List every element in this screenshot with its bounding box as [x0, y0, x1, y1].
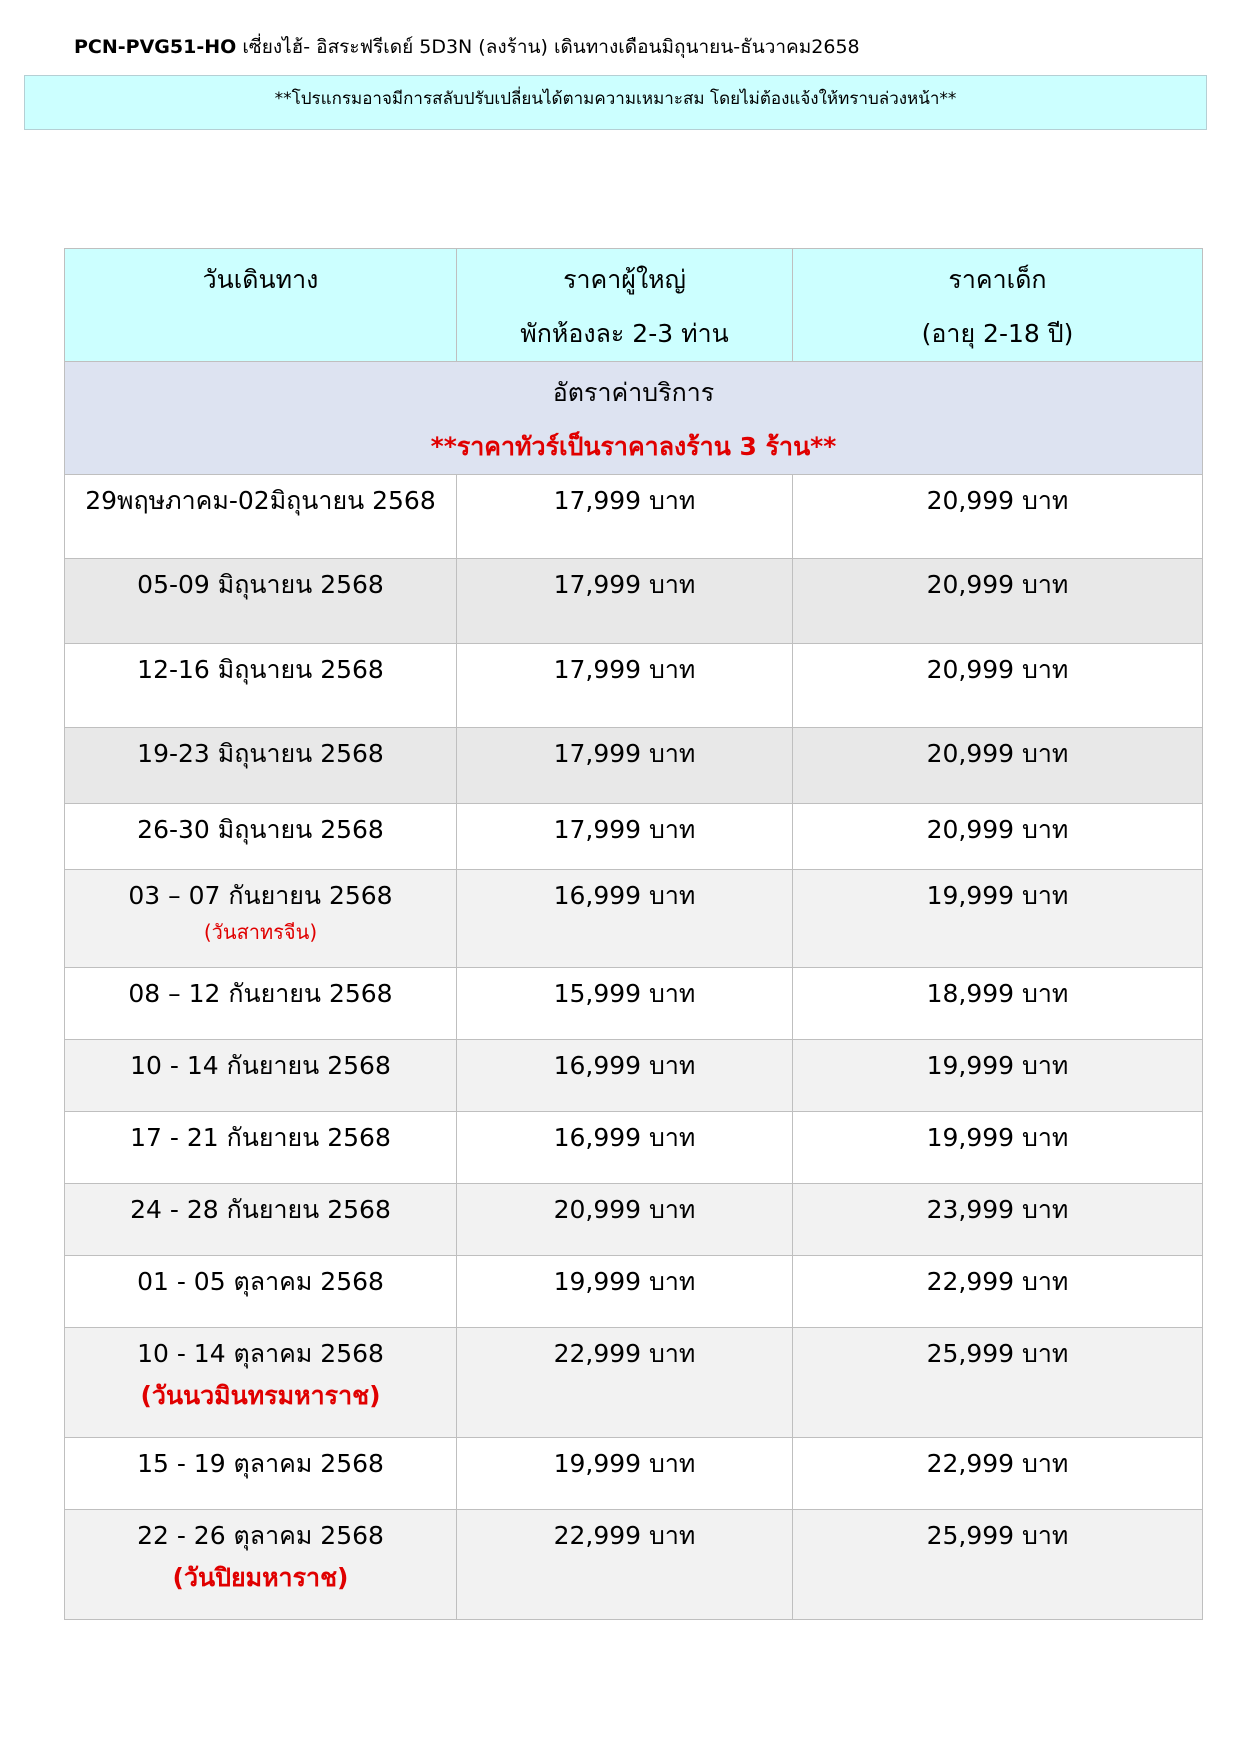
- table-row: [65, 804, 1203, 870]
- row-child-price-cell: [793, 1184, 1203, 1256]
- table-row: [65, 1256, 1203, 1328]
- row-date: 15 - 19 ตุลาคม 2568: [137, 1449, 384, 1478]
- row-adult-price: 16,999 บาท: [553, 1051, 696, 1080]
- row-child-price-cell: [793, 870, 1203, 968]
- row-child-price-cell: [793, 804, 1203, 870]
- row-adult-price: 19,999 บาท: [553, 1449, 696, 1478]
- row-date-cell: [65, 475, 457, 559]
- table-row: [65, 968, 1203, 1040]
- table-row: [65, 559, 1203, 644]
- table-row: [65, 1438, 1203, 1510]
- table-row: [65, 870, 1203, 968]
- row-date-cell: [65, 559, 457, 644]
- row-adult-price-cell: [457, 728, 793, 804]
- row-child-price: 22,999 บาท: [926, 1449, 1069, 1478]
- row-adult-price-cell: [457, 968, 793, 1040]
- row-adult-price-cell: [457, 644, 793, 728]
- row-child-price-cell: [793, 1112, 1203, 1184]
- row-child-price: 20,999 บาท: [926, 815, 1069, 844]
- header-date-label: วันเดินทาง: [202, 265, 319, 294]
- row-adult-price: 16,999 บาท: [553, 881, 696, 910]
- row-child-price: 19,999 บาท: [926, 1123, 1069, 1152]
- tour-title: เซี่ยงไฮ้- อิสระฟรีเดย์ 5D3N (ลงร้าน) เดินทางเดือนมิถุนายน-ธันวาคม2658: [242, 36, 860, 58]
- row-adult-price: 17,999 บาท: [553, 815, 696, 844]
- row-adult-price: 17,999 บาท: [553, 570, 696, 599]
- row-child-price-cell: [793, 728, 1203, 804]
- header-adult-label: ราคาผู้ใหญ่: [563, 265, 686, 294]
- service-row: [65, 362, 1203, 475]
- row-date: 29พฤษภาคม-02มิถุนายน 2568: [85, 486, 436, 515]
- row-child-price: 20,999 บาท: [926, 655, 1069, 684]
- row-date-cell: [65, 870, 457, 968]
- table-row: [65, 475, 1203, 559]
- row-child-price-cell: [793, 1438, 1203, 1510]
- row-adult-price: 20,999 บาท: [553, 1195, 696, 1224]
- row-date-cell: [65, 1328, 457, 1438]
- row-child-price-cell: [793, 559, 1203, 644]
- row-adult-price-cell: [457, 1510, 793, 1620]
- header-child: [793, 249, 1203, 362]
- table-row: [65, 1040, 1203, 1112]
- row-date-cell: [65, 1256, 457, 1328]
- row-date-cell: [65, 804, 457, 870]
- row-date: 10 - 14 กันยายน 2568: [130, 1051, 391, 1080]
- row-adult-price: 17,999 บาท: [553, 739, 696, 768]
- row-adult-price-cell: [457, 1438, 793, 1510]
- row-adult-price: 16,999 บาท: [553, 1123, 696, 1152]
- row-child-price: 19,999 บาท: [926, 881, 1069, 910]
- row-date: 01 - 05 ตุลาคม 2568: [137, 1267, 384, 1296]
- row-date-cell: [65, 1040, 457, 1112]
- row-date: 08 – 12 กันยายน 2568: [128, 979, 393, 1008]
- row-holiday-note: (วันปิยมหาราช): [172, 1563, 349, 1592]
- row-child-price-cell: [793, 1256, 1203, 1328]
- row-child-price-cell: [793, 1040, 1203, 1112]
- row-child-price: 20,999 บาท: [926, 739, 1069, 768]
- row-date-cell: [65, 728, 457, 804]
- header-child-label: ราคาเด็ก: [948, 265, 1047, 294]
- row-adult-price-cell: [457, 804, 793, 870]
- header-child-sub: (อายุ 2-18 ปี): [921, 319, 1074, 348]
- row-date-cell: [65, 1184, 457, 1256]
- row-child-price-cell: [793, 644, 1203, 728]
- table-row: [65, 1328, 1203, 1438]
- service-label: อัตราค่าบริการ: [552, 378, 715, 407]
- row-adult-price: 15,999 บาท: [553, 979, 696, 1008]
- row-date-cell: [65, 1112, 457, 1184]
- document-title: [74, 32, 860, 62]
- table-row: [65, 1510, 1203, 1620]
- row-child-price-cell: [793, 968, 1203, 1040]
- row-child-price: 18,999 บาท: [926, 979, 1069, 1008]
- table-row: [65, 728, 1203, 804]
- price-rows: [65, 475, 1203, 1620]
- service-cell: [65, 362, 1203, 475]
- row-child-price: 20,999 บาท: [926, 570, 1069, 599]
- row-adult-price: 17,999 บาท: [553, 655, 696, 684]
- table-row: [65, 1112, 1203, 1184]
- row-child-price: 19,999 บาท: [926, 1051, 1069, 1080]
- row-child-price: 25,999 บาท: [926, 1339, 1069, 1368]
- table-row: [65, 1184, 1203, 1256]
- row-date: 12-16 มิถุนายน 2568: [137, 655, 384, 684]
- row-adult-price-cell: [457, 870, 793, 968]
- row-child-price-cell: [793, 1510, 1203, 1620]
- row-child-price: 25,999 บาท: [926, 1521, 1069, 1550]
- row-date: 17 - 21 กันยายน 2568: [130, 1123, 391, 1152]
- row-adult-price: 17,999 บาท: [553, 486, 696, 515]
- row-child-price-cell: [793, 1328, 1203, 1438]
- row-adult-price: 19,999 บาท: [553, 1267, 696, 1296]
- row-adult-price: 22,999 บาท: [553, 1339, 696, 1368]
- table-row: [65, 644, 1203, 728]
- row-holiday-note: (วันนวมินทรมหาราช): [140, 1381, 381, 1410]
- header-adult: [457, 249, 793, 362]
- row-date: 05-09 มิถุนายน 2568: [137, 570, 384, 599]
- row-adult-price-cell: [457, 475, 793, 559]
- table-header-row: [65, 249, 1203, 362]
- service-note: **ราคาทัวร์เป็นราคาลงร้าน 3 ร้าน**: [430, 432, 837, 461]
- row-child-price: 22,999 บาท: [926, 1267, 1069, 1296]
- row-date: 22 - 26 ตุลาคม 2568: [137, 1521, 384, 1550]
- row-date-cell: [65, 1438, 457, 1510]
- tour-code: PCN-PVG51-HO: [74, 36, 237, 58]
- row-child-price: 20,999 บาท: [926, 486, 1069, 515]
- row-adult-price-cell: [457, 1184, 793, 1256]
- row-date: 24 - 28 กันยายน 2568: [130, 1195, 391, 1224]
- row-holiday-note: (วันสาทรจีน): [203, 920, 318, 944]
- row-date-cell: [65, 1510, 457, 1620]
- notice-banner: [24, 75, 1207, 130]
- header-adult-sub: พักห้องละ 2-3 ท่าน: [520, 319, 729, 348]
- row-date: 03 – 07 กันยายน 2568: [128, 881, 393, 910]
- header-date: [65, 249, 457, 362]
- price-table: [64, 248, 1203, 1620]
- row-child-price-cell: [793, 475, 1203, 559]
- notice-text: **โปรแกรมอาจมีการสลับปรับเปลี่ยนได้ตามความเหมาะสม โดยไม่ต้องแจ้งให้ทราบล่วงหน้า**: [274, 89, 957, 109]
- row-adult-price: 22,999 บาท: [553, 1521, 696, 1550]
- row-date-cell: [65, 968, 457, 1040]
- row-adult-price-cell: [457, 559, 793, 644]
- row-adult-price-cell: [457, 1328, 793, 1438]
- row-date: 10 - 14 ตุลาคม 2568: [137, 1339, 384, 1368]
- row-child-price: 23,999 บาท: [926, 1195, 1069, 1224]
- row-date: 19-23 มิถุนายน 2568: [137, 739, 384, 768]
- row-adult-price-cell: [457, 1112, 793, 1184]
- row-adult-price-cell: [457, 1256, 793, 1328]
- row-adult-price-cell: [457, 1040, 793, 1112]
- row-date-cell: [65, 644, 457, 728]
- row-date: 26-30 มิถุนายน 2568: [137, 815, 384, 844]
